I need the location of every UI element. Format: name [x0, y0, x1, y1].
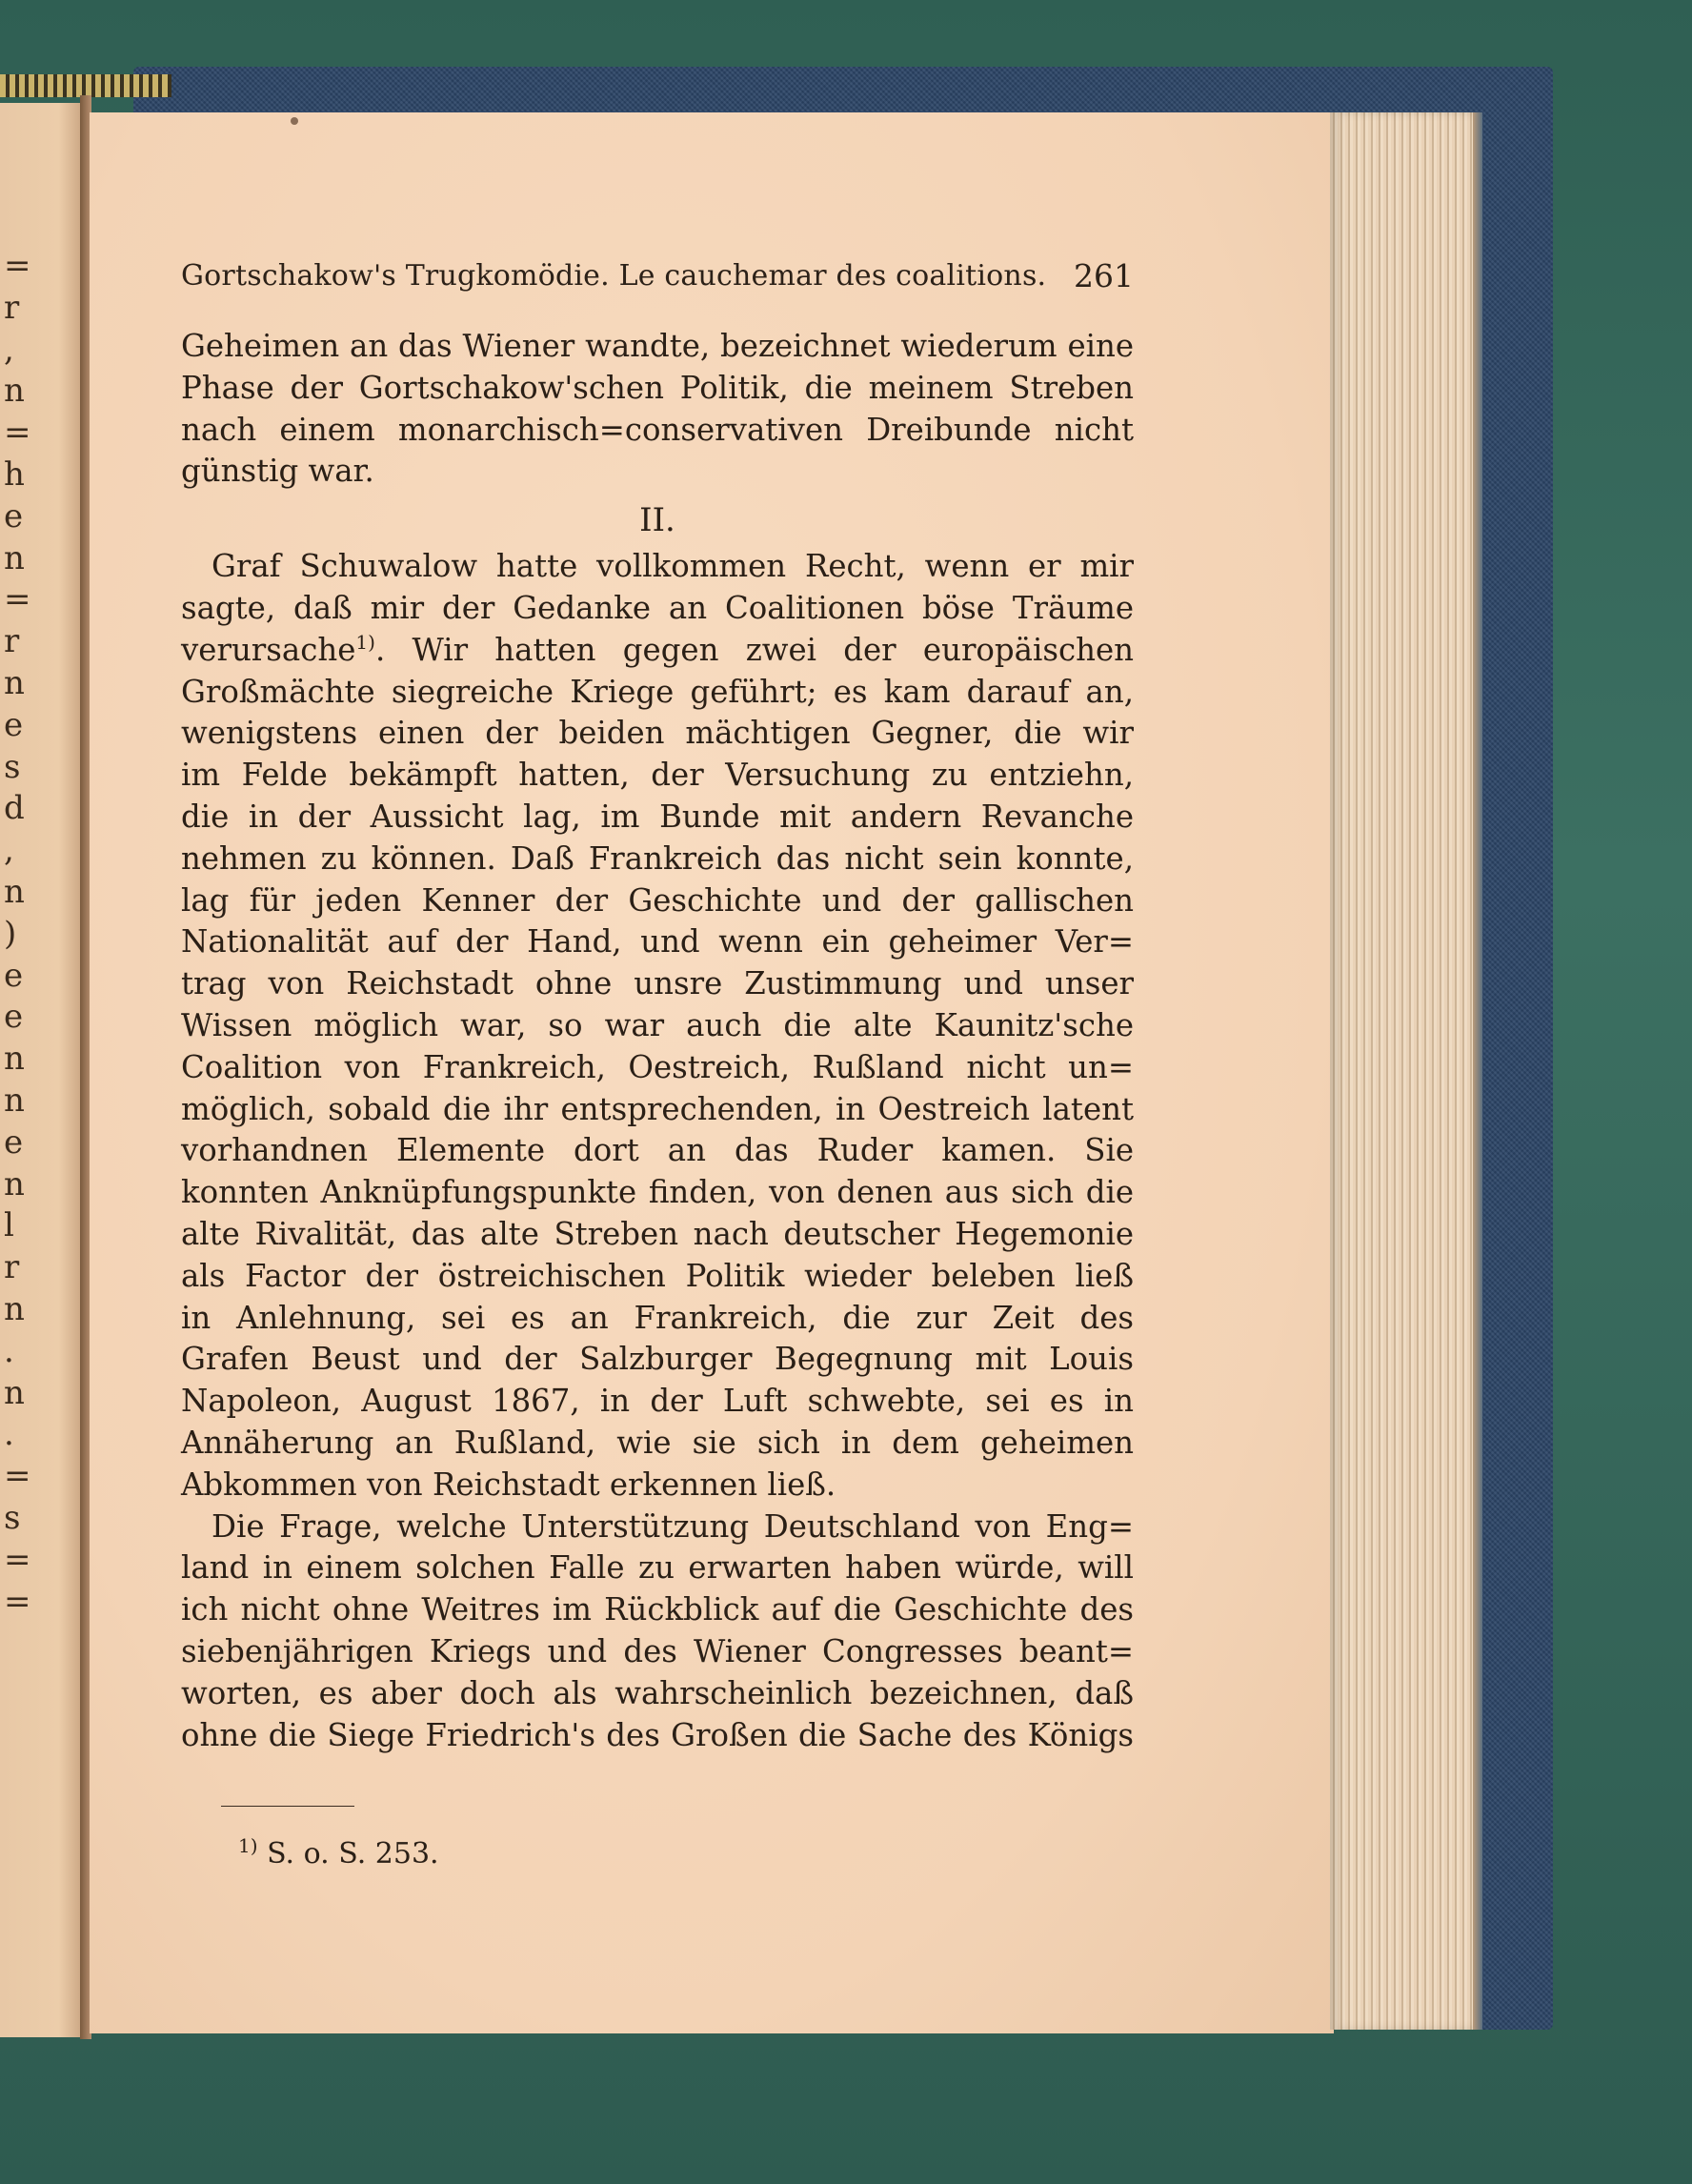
text-line: Nationalität auf der Hand, und wenn ein geheimer Ver= [181, 923, 1134, 961]
footnote-ref: 1) [355, 630, 375, 654]
text-line: günstig war. [181, 453, 374, 490]
text-line: land in einem solchen Falle zu erwarten haben würde, will [181, 1549, 1134, 1587]
left-page-edge-char: = [4, 1540, 31, 1579]
text-fragment: . Wir hatten gegen zwei der europäischen [374, 631, 1134, 668]
left-page-edge-char: e [4, 998, 24, 1037]
left-page-edge-char: n [4, 538, 25, 577]
gilt-edge [0, 74, 171, 97]
page-number: 261 [1074, 257, 1134, 294]
left-page-edge-char: n [4, 1164, 25, 1203]
left-page-edge-char: r [4, 622, 20, 661]
text-line: ohne die Siege Friedrich's des Großen die Sache des Königs [181, 1716, 1134, 1753]
text-line: nehmen zu können. Daß Frankreich das nicht sein konnte, [181, 839, 1134, 877]
text-line: Geheimen an das Wiener wandte, bezeichnet wiederum eine [181, 328, 1134, 364]
text-line: Wissen möglich war, so war auch die alte Kaunitz'sche [181, 1006, 1134, 1043]
page-speck [291, 117, 298, 125]
paragraph-2 [181, 546, 1134, 1506]
left-page-edge-char: e [4, 1122, 24, 1162]
left-page-edge-char: n [4, 664, 25, 702]
running-head-title: Gortschakow's Trugkomödie. Le cauchemar des coalitions. [181, 259, 1047, 293]
text-line: möglich, sobald die ihr entsprechenden, in Oestreich latent [181, 1090, 1134, 1127]
text-line: trag von Reichstadt ohne unsre Zustimmung und unser [181, 965, 1134, 1002]
footnote-marker: 1) [238, 1834, 258, 1857]
left-page-edge-char: s [4, 1499, 21, 1537]
text-fragment: verursache [181, 631, 356, 668]
running-head [181, 250, 1134, 297]
text-line: Coalition von Frankreich, Oestreich, Rußland nicht un= [181, 1048, 1134, 1085]
left-page-edge-char: s [4, 747, 21, 786]
text-line: die in der Aussicht lag, im Bunde mit andern Revanche [181, 798, 1134, 835]
text-line: vorhandnen Elemente dort an das Ruder kamen. Sie [181, 1132, 1134, 1169]
paragraph-1 [181, 326, 1134, 493]
text-line: worten, es aber doch als wahrscheinlich bezeichnen, daß [181, 1674, 1134, 1711]
text-line: in Anlehnung, sei es an Frankreich, die zur Zeit des [181, 1299, 1134, 1336]
text-line: Graf Schuwalow hatte vollkommen Recht, wenn er mir [212, 548, 1134, 585]
left-page-edge-char: d [4, 789, 25, 828]
left-page-edge-char: e [4, 496, 24, 536]
text-line: Annäherung an Rußland, wie sie sich in dem geheimen [181, 1424, 1134, 1461]
footnote-rule [221, 1806, 354, 1807]
left-page-edge-char: n [4, 873, 25, 911]
left-page-edge-char: l [4, 1206, 14, 1245]
footnote-text: S. o. S. 253. [257, 1837, 439, 1871]
section-heading: II. [639, 501, 675, 540]
text-line: nach einem monarchisch=conservativen Dreibunde nicht [181, 411, 1134, 448]
text-line: Abkommen von Reichstadt erkennen ließ. [181, 1466, 836, 1503]
left-page-edge-char: r [4, 288, 20, 327]
text-line: als Factor der östreichischen Politik wieder beleben ließ [181, 1257, 1134, 1294]
left-page-edge-char: e [4, 956, 24, 995]
text-line: siebenjährigen Kriegs und des Wiener Congresses beant= [181, 1632, 1134, 1669]
left-page-edge-char: , [4, 330, 14, 369]
left-page-edge-char: e [4, 705, 24, 744]
left-page-edge-char: n [4, 1082, 25, 1120]
left-page-edge-char: n [4, 372, 25, 411]
body-text [181, 326, 1134, 1756]
text-line: ich nicht ohne Weitres im Rückblick auf die Geschichte des [181, 1591, 1134, 1628]
text-line: im Felde bekämpft hatten, der Versuchung zu entziehn, [181, 757, 1134, 794]
left-page-edge-char: h [4, 455, 25, 494]
text-line: Die Frage, welche Unterstützung Deutschland von Eng= [212, 1507, 1134, 1545]
text-line: Grafen Beust und der Salzburger Begegnung mit Louis [181, 1341, 1134, 1378]
left-page-edge-char: = [4, 247, 31, 285]
left-page-edge-char: ) [4, 914, 17, 953]
text-line: sagte, daß mir der Gedanke an Coalitionen böse Träume [181, 589, 1134, 626]
footnote [238, 1834, 439, 1871]
left-page-edge-char: n [4, 1040, 25, 1079]
text-line: Großmächte siegreiche Kriege geführt; es kam darauf an, [181, 673, 1134, 710]
text-line: konnten Anknüpfungspunkte finden, von denen aus sich die [181, 1174, 1134, 1211]
left-page-edge-char: n [4, 1373, 25, 1412]
left-page-edge-char: = [4, 1582, 31, 1621]
text-line: wenigstens einen der beiden mächtigen Gegner, die wir [181, 715, 1134, 752]
left-page-sliver [0, 103, 84, 2037]
text-line: Napoleon, August 1867, in der Luft schwebte, sei es in [181, 1383, 1134, 1420]
text-line-with-footnote [181, 630, 1134, 672]
left-page-edge-char: , [4, 831, 14, 870]
left-page-edge-char: . [4, 1415, 14, 1454]
page-block-edges [1330, 112, 1482, 2030]
left-page-edge-char: n [4, 1290, 25, 1328]
paragraph-3 [181, 1507, 1134, 1757]
left-page-edge-char: . [4, 1331, 14, 1370]
left-page-edge-char: = [4, 580, 31, 619]
left-page-edge-char: = [4, 1457, 31, 1496]
text-line: lag für jeden Kenner der Geschichte und der gallischen [181, 881, 1134, 919]
left-page-edge-char: = [4, 414, 31, 453]
text-line: alte Rivalität, das alte Streben nach deutscher Hegemonie [181, 1215, 1134, 1252]
text-line: Phase der Gortschakow'schen Politik, die meinem Streben [181, 369, 1134, 406]
left-page-edge-char: r [4, 1248, 20, 1287]
